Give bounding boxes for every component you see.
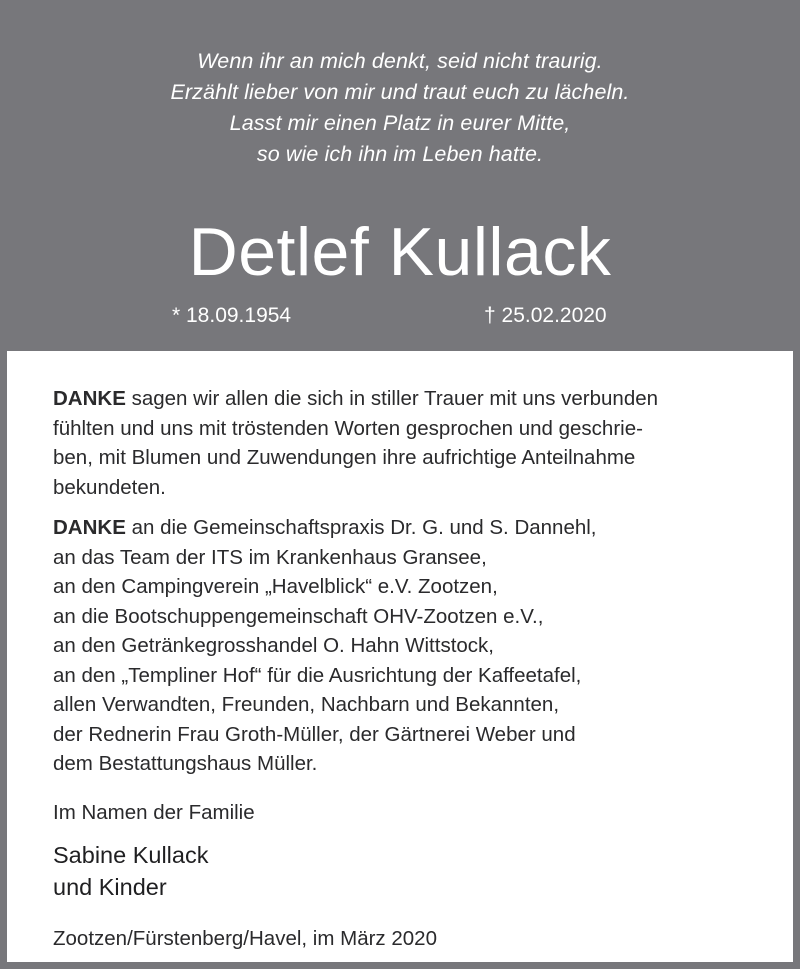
signer-line: und Kinder xyxy=(53,874,167,900)
signer xyxy=(53,839,208,903)
paragraph-line: an die Bootschuppengemeinschaft OHV-Zootzen e.V., xyxy=(53,604,544,628)
thanks-paragraph-2 xyxy=(53,513,597,779)
poem-line: Wenn ihr an mich denkt, seid nicht traurig. xyxy=(197,49,603,73)
paragraph-line xyxy=(53,513,597,543)
thanks-keyword: DANKE xyxy=(53,387,126,410)
paragraph-line: allen Verwandten, Freunden, Nachbarn und Bekannten, xyxy=(53,693,560,716)
line-text: an die Gemeinschaftspraxis Dr. G. und S. Dannehl, xyxy=(125,516,597,539)
paragraph-line: fühlten und uns mit tröstenden Worten gesprochen und geschrie- xyxy=(53,416,643,440)
paragraph-line: der Rednerin Frau Groth-Müller, der Gärtnerei Weber und xyxy=(53,722,576,746)
poem-line: Lasst mir einen Platz in eurer Mitte, xyxy=(229,111,571,135)
line-text: sagen wir allen die sich in stiller Trauer mit uns verbunden xyxy=(125,387,659,410)
paragraph-line: an den Campingverein „Havelblick“ e.V. Zootzen, xyxy=(53,575,498,598)
paragraph-line: bekundeten. xyxy=(53,475,166,499)
paragraph-line: an den Getränkegrosshandel O. Hahn Wittstock, xyxy=(53,634,494,657)
paragraph-line: dem Bestattungshaus Müller. xyxy=(53,752,318,775)
paragraph-line xyxy=(53,384,658,414)
poem-line: so wie ich ihn im Leben hatte. xyxy=(256,142,544,166)
thanks-paragraph-1 xyxy=(53,384,658,502)
deceased-name: Detlef Kullack xyxy=(188,214,612,290)
thanks-keyword: DANKE xyxy=(53,516,126,539)
thanks-card xyxy=(7,351,793,962)
family-intro: Im Namen der Familie xyxy=(53,801,255,824)
poem xyxy=(0,46,800,170)
birth-date: * 18.09.1954 xyxy=(172,304,292,327)
paragraph-line: ben, mit Blumen und Zuwendungen ihre aufrichtige Anteilnahme xyxy=(53,446,636,469)
paragraph-line: an das Team der ITS im Krankenhaus Gransee, xyxy=(53,545,487,569)
death-date: † 25.02.2020 xyxy=(484,304,607,327)
signer-line: Sabine Kullack xyxy=(53,842,209,868)
paragraph-line: an den „Templiner Hof“ für die Ausrichtung der Kaffeetafel, xyxy=(53,663,582,687)
obituary-header xyxy=(0,0,800,350)
poem-line: Erzählt lieber von mir und traut euch zu lächeln. xyxy=(170,80,630,104)
place-and-date: Zootzen/Fürstenberg/Havel, im März 2020 xyxy=(53,927,437,950)
